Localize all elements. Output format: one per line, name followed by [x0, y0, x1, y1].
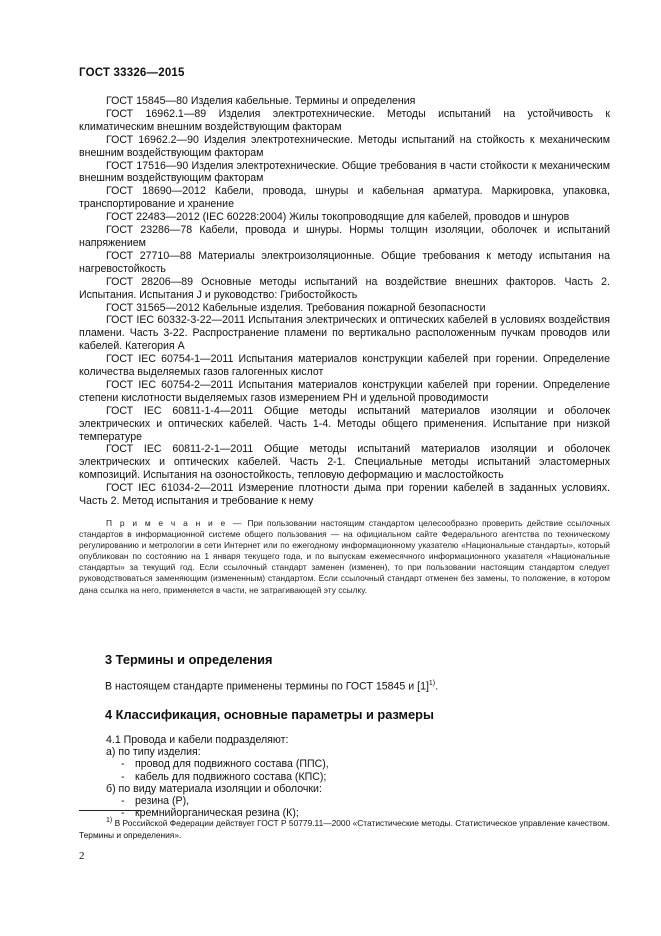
- dash-marker: -: [121, 758, 125, 771]
- document-header: ГОСТ 33326—2015: [79, 67, 185, 79]
- reference-item: ГОСТ IEC 60811-1-4—2011 Общие методы испытаний материалов изоляции и оболочек электрических и оптических кабелей. Часть 1-4. Методы общего применения. Испытание при низкой температуре: [79, 404, 610, 443]
- reference-item: ГОСТ 28206—89 Основные методы испытаний на воздействие внешних факторов. Часть 2. Испытания. Испытания J и руководство: Грибостойкость: [79, 275, 610, 301]
- note-label: П р и м е ч а н и е —: [106, 518, 244, 528]
- list-item-b: б) по виду материала изоляции и оболочки:: [106, 782, 322, 795]
- reference-item: ГОСТ 18690—2012 Кабели, провода, шнуры и кабельная арматура. Маркировка, упаковка, транспортирование и хранение: [79, 185, 610, 211]
- reference-item: ГОСТ IEC 60332-3-22—2011 Испытания электрических и оптических кабелей в условиях воздействия пламени. Часть 3-22. Распространение пламени по вертикально расположенным пучкам проводов или кабелей. Категория А: [79, 314, 610, 353]
- footnote-mark: 1): [106, 817, 113, 824]
- section-3-period: .: [435, 680, 439, 693]
- subitem-text: провод для подвижного состава (ППС),: [135, 758, 329, 771]
- list-subitem: [79, 771, 329, 783]
- normative-references: [79, 95, 610, 508]
- dash-marker: -: [121, 770, 125, 783]
- note-text: При пользовании настоящим стандартом целесообразно проверить действие ссылочных стандартов в информационной системе общего пользования — на официальном сайте Федерального агентства по техническому регулированию и метрологии в сети Интернет или по ежегодному информационному указателю «Национальные стандарты», который опубликован по состоянию на 1 января текущего года, и по выпускам ежемесячного информационного указателя «Национальные стандарты» за текущий год. Если ссылочный стандарт заменен (изменен), то при пользовании настоящим стандартом следует руководствоваться заменяющим (измененным) стандартом. Если ссылочный стандарт отменен без замены, то положение, в котором дана ссылка на него, применяется в части, не затрагивающей эту ссылку.: [79, 518, 610, 595]
- dash-marker: -: [121, 807, 125, 820]
- section-3-text: [105, 680, 438, 693]
- reference-item: ГОСТ IEC 60754-1—2011 Испытания материалов конструкции кабелей при горении. Определение количества выделяемых газов галогенных кислот: [79, 353, 610, 379]
- footnote-ref: 1): [428, 680, 436, 687]
- subitem-text: резина (Р),: [135, 795, 190, 808]
- footnote: [79, 815, 610, 841]
- footnote-text: В Российской Федерации действует ГОСТ Р 50779.11—2000 «Статистические методы. Статистическое управление качеством. Термины и определения».: [79, 817, 610, 840]
- reference-item: ГОСТ 17516—90 Изделия электротехнические. Общие требования в части стойкости к механическим внешним воздействующим факторам: [79, 159, 610, 185]
- dash-marker: -: [121, 795, 125, 808]
- reference-item: ГОСТ 16962.2—90 Изделия электротехнические. Методы испытаний на стойкость к механическим внешним воздействующим факторам: [79, 133, 610, 159]
- list-item-a: а) по типу изделия:: [106, 746, 201, 759]
- reference-item: ГОСТ 15845—80 Изделия кабельные. Термины и определения: [106, 95, 416, 107]
- reference-item: ГОСТ 23286—78 Кабели, провода и шнуры. Нормы толщин изоляции, оболочек и испытаний напряжением: [79, 224, 610, 249]
- section-3-sentence: В настоящем стандарте применены термины по ГОСТ 15845 и [1]: [105, 680, 429, 693]
- subitem-text: кабель для подвижного состава (КПС);: [135, 770, 327, 783]
- section-4-heading: 4 Классификация, основные параметры и размеры: [105, 707, 434, 722]
- classification-list: [79, 734, 329, 819]
- reference-item: ГОСТ IEC 60811-2-1—2011 Общие методы испытаний материалов изоляции и оболочек электрических и оптических кабелей. Часть 2-1. Специальные методы испытаний эластомерных композиций. Испытания на озоностойкость, тепловую деформацию и маслостойкость: [79, 443, 610, 482]
- list-subitem: [79, 758, 329, 770]
- section-3-heading: 3 Термины и определения: [105, 652, 273, 667]
- footnote-separator: [79, 810, 141, 811]
- reference-item: ГОСТ 31565—2012 Кабельные изделия. Требования пожарной безопасности: [106, 301, 486, 314]
- reference-item: ГОСТ 27710—88 Материалы электроизоляционные. Общие требования к методу испытания на нагревостойкость: [79, 249, 610, 275]
- subitem-text: кремнийорганическая резина (К);: [135, 807, 299, 820]
- reference-item: ГОСТ 16962.1—89 Изделия электротехнические. Методы испытаний на устойчивость к климатическим внешним воздействующим факторам: [79, 107, 610, 133]
- list-subitem: [79, 795, 329, 807]
- note-block: [79, 518, 610, 596]
- reference-item: ГОСТ IEC 61034-2—2011 Измерение плотности дыма при горении кабелей в заданных условиях. Часть 2. Метод испытания и требование к нему: [79, 482, 610, 508]
- page-number: 2: [79, 850, 85, 862]
- reference-item: ГОСТ 22483—2012 (IEC 60228:2004) Жилы токопроводящие для кабелей, проводов и шнуров: [106, 211, 570, 224]
- clause-4-1: 4.1 Провода и кабели подразделяют:: [106, 734, 289, 746]
- reference-item: ГОСТ IEC 60754-2—2011 Испытания материалов конструкции кабелей при горении. Определение степени кислотности выделяемых газов измерением РН и удельной проводимости: [79, 378, 610, 404]
